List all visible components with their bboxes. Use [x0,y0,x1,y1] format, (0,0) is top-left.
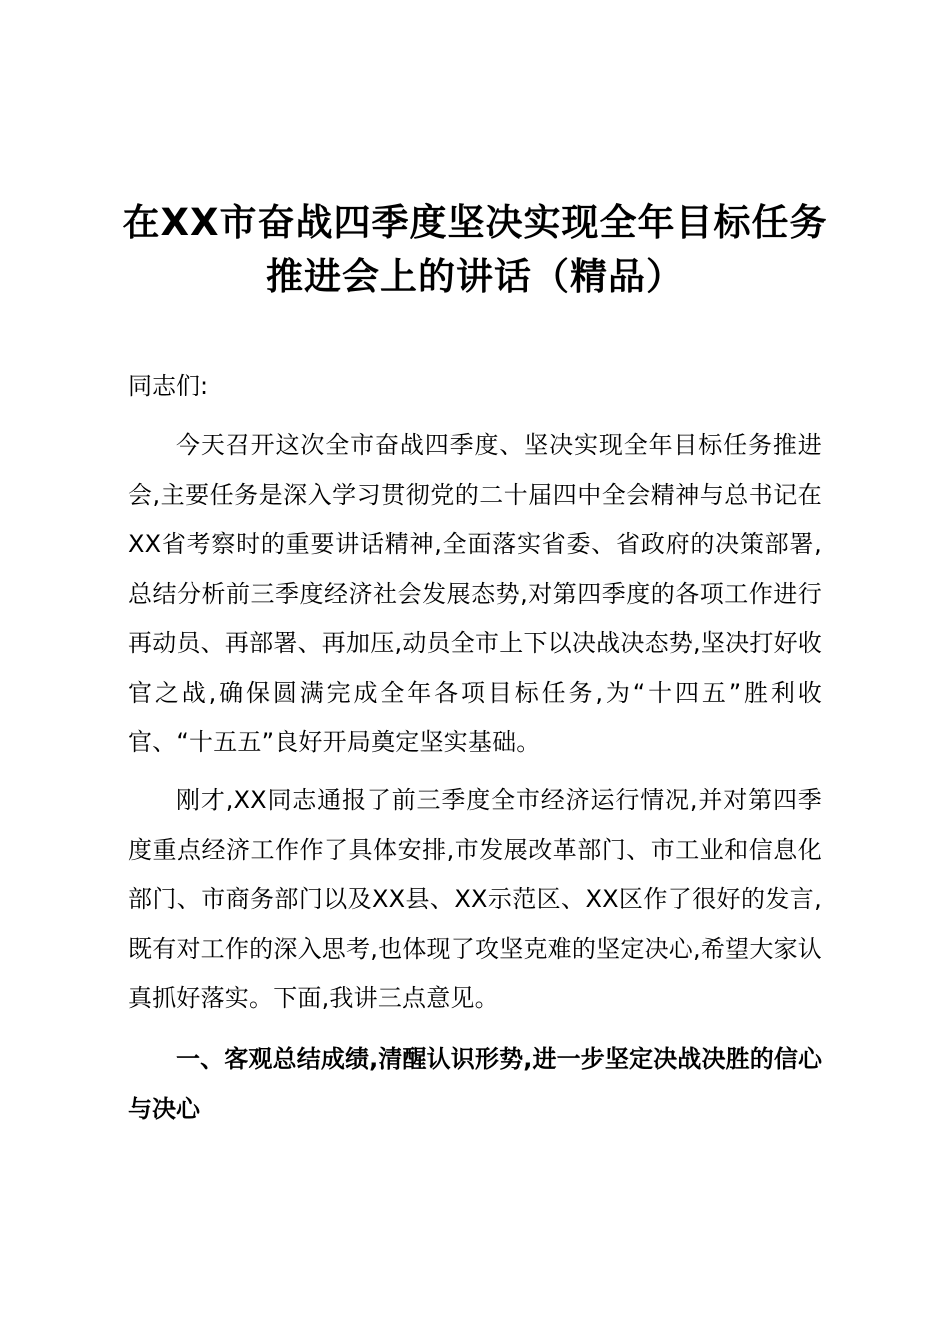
body-paragraph-2: 刚才,XX同志通报了前三季度全市经济运行情况,并对第四季度重点经济工作作了具体安排,市发展改革部门、市工业和信息化部门、市商务部门以及XX县、XX示范区、XX区作了很好的发言,既有对工作的深入思考,也体现了攻坚克难的坚定决心,希望大家认真抓好落实。下面,我讲三点意见。 [128,786,822,1012]
salutation: 同志们: [128,372,209,400]
section-heading: 一、客观总结成绩,清醒认识形势,进一步坚定决战决胜的信心与决心 [128,1045,822,1123]
body-paragraph-1: 今天召开这次全市奋战四季度、坚决实现全年目标任务推进会,主要任务是深入学习贯彻党的二十届四中全会精神与总书记在XX省考察时的重要讲话精神,全面落实省委、省政府的决策部署,总结分析前三季度经济社会发展态势,对第四季度的各项工作进行再动员、再部署、再加压,动员全市上下以决战决态势,坚决打好收官之战,确保圆满完成全年各项目标任务,为“十四五”胜利收官、“十五五”良好开局奠定坚实基础。 [128,431,822,756]
document-title: 在XX市奋战四季度坚决实现全年目标任务推进会上的讲话（精品） [122,201,828,298]
